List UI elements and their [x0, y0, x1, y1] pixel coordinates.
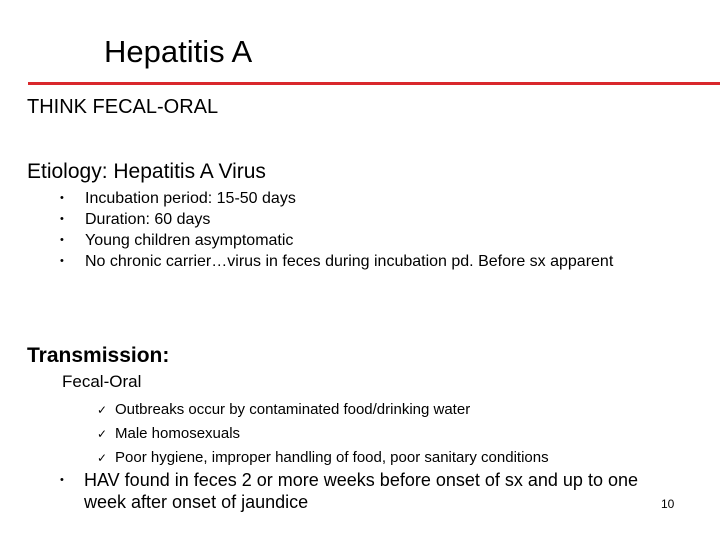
- title-divider: [28, 82, 720, 85]
- check-text: Male homosexuals: [115, 425, 241, 442]
- etiology-heading: Etiology: Hepatitis A Virus: [27, 160, 266, 183]
- list-item: [95, 422, 549, 446]
- checkmark-icon: ✓: [97, 403, 108, 417]
- bullet-text: Young children asymptomatic: [85, 232, 294, 249]
- hav-bullet-text: HAV found in feces 2 or more weeks before onset of sx and up to one week after onset of jaundice: [84, 470, 638, 512]
- list-item: [95, 398, 549, 422]
- transmission-mode: Fecal-Oral: [62, 372, 142, 391]
- list-item: [60, 230, 685, 251]
- bullet-dot-icon: •: [60, 213, 64, 225]
- bullet-dot-icon: •: [60, 234, 64, 246]
- hav-bullet: [60, 469, 680, 513]
- check-text: Outbreaks occur by contaminated food/drinking water: [115, 401, 471, 418]
- list-item: [60, 188, 685, 209]
- list-item: [60, 209, 685, 230]
- list-item: [95, 446, 549, 470]
- checkmark-icon: ✓: [97, 427, 108, 441]
- page-number: 10: [661, 497, 675, 511]
- list-item: [60, 251, 685, 272]
- checkmark-icon: ✓: [97, 451, 108, 465]
- bullet-text: Incubation period: 15-50 days: [85, 190, 296, 207]
- bullet-dot-icon: •: [60, 255, 64, 267]
- bullet-text: Duration: 60 days: [85, 211, 211, 228]
- slide-title: Hepatitis A: [104, 34, 253, 69]
- etiology-list: [60, 188, 685, 272]
- slide-subtitle: THINK FECAL-ORAL: [27, 96, 219, 118]
- check-text: Poor hygiene, improper handling of food, poor sanitary conditions: [115, 449, 549, 466]
- bullet-dot-icon: •: [60, 474, 64, 486]
- bullet-dot-icon: •: [60, 192, 64, 204]
- transmission-check-list: [95, 398, 549, 470]
- bullet-text: No chronic carrier…virus in feces during incubation pd. Before sx apparent: [85, 253, 614, 270]
- transmission-heading: Transmission:: [27, 344, 170, 367]
